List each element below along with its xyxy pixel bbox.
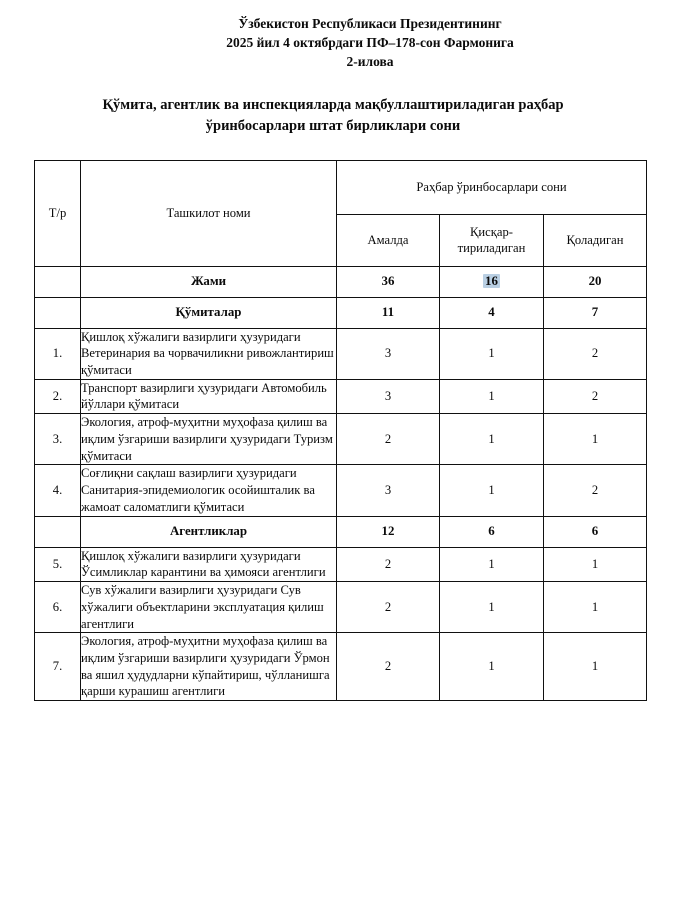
row-index: 6. bbox=[35, 582, 81, 633]
row-actual: 3 bbox=[337, 379, 440, 413]
row-org: Соғлиқни сақлаш вазирлиги ҳузуридаги Санитария-эпидемиологик осойишталик ва жамоат саломатлиги қўмитаси bbox=[81, 465, 337, 516]
column-header-org: Ташкилот номи bbox=[81, 160, 337, 266]
row-remaining: 2 bbox=[544, 379, 647, 413]
row-remaining: 20 bbox=[544, 266, 647, 297]
row-org: Сув хўжалиги вазирлиги ҳузуридаги Сув хўжалиги объектларини эксплуатация қилиш агентлиги bbox=[81, 582, 337, 633]
column-header-group: Раҳбар ўринбосарлари сони bbox=[337, 160, 647, 214]
row-reduced: 1 bbox=[440, 582, 544, 633]
header-line-1: Ўзбекистон Республикаси Президентининг bbox=[238, 16, 502, 31]
row-remaining: 1 bbox=[544, 582, 647, 633]
row-org: Экология, атроф-муҳитни муҳофаза қилиш ва иқлим ўзгариши вазирлиги ҳузуридаги Ўрмон ва яшил ҳудудларни кўпайтириш, чўлланишга қарши курашиш агентлиги bbox=[81, 633, 337, 701]
row-index: 7. bbox=[35, 633, 81, 701]
page-title-line-1: Қўмита, агентлик ва инспекцияларда мақбуллаштириладиган раҳбар bbox=[102, 97, 564, 114]
row-index: 5. bbox=[35, 547, 81, 581]
table-row bbox=[35, 414, 647, 465]
row-remaining: 2 bbox=[544, 328, 647, 379]
row-actual: 2 bbox=[337, 414, 440, 465]
table-row bbox=[35, 297, 647, 328]
table-row bbox=[35, 633, 647, 701]
row-index: 3. bbox=[35, 414, 81, 465]
table-row bbox=[35, 516, 647, 547]
row-org: Қишлоқ хўжалиги вазирлиги ҳузуридаги Ветеринария ва чорвачиликни ривожлантириш қўмитаси bbox=[81, 328, 337, 379]
row-actual: 12 bbox=[337, 516, 440, 547]
row-actual: 3 bbox=[337, 465, 440, 516]
row-remaining: 2 bbox=[544, 465, 647, 516]
table-row bbox=[35, 465, 647, 516]
header-line-2: 2025 йил 4 октябрдаги ПФ–178-сон Фармонига bbox=[226, 35, 514, 51]
row-index: 4. bbox=[35, 465, 81, 516]
document-header bbox=[94, 14, 646, 71]
table-row bbox=[35, 547, 647, 581]
table-row bbox=[35, 379, 647, 413]
row-org: Экология, атроф-муҳитни муҳофаза қилиш ва иқлим ўзгариши вазирлиги ҳузуридаги Туризм қўмитаси bbox=[81, 414, 337, 465]
row-reduced: 1 bbox=[440, 547, 544, 581]
row-reduced: 6 bbox=[440, 516, 544, 547]
row-index bbox=[35, 516, 81, 547]
row-org: Транспорт вазирлиги ҳузуридаги Автомобиль йўллари қўмитаси bbox=[81, 379, 337, 413]
row-index: 2. bbox=[35, 379, 81, 413]
table-row bbox=[35, 266, 647, 297]
page-title-line-2: ўринбосарлари штат бирликлари сони bbox=[205, 118, 461, 135]
row-remaining: 1 bbox=[544, 414, 647, 465]
column-header-reduced-line1: Қисқар- bbox=[470, 224, 513, 239]
row-org: Қўмиталар bbox=[81, 297, 337, 328]
column-header-remaining: Қоладиган bbox=[544, 214, 647, 266]
row-org: Қишлоқ хўжалиги вазирлиги ҳузуридаги Ўсимликлар карантини ва ҳимояси агентлиги bbox=[81, 547, 337, 581]
row-index: 1. bbox=[35, 328, 81, 379]
staff-units-table bbox=[34, 160, 647, 702]
row-reduced: 1 bbox=[440, 465, 544, 516]
row-reduced: 4 bbox=[440, 297, 544, 328]
row-org: Агентликлар bbox=[81, 516, 337, 547]
page-title bbox=[42, 95, 624, 137]
column-header-tp: Т/р bbox=[35, 160, 81, 266]
column-header-reduced bbox=[440, 214, 544, 266]
table-header-row-1 bbox=[35, 160, 647, 214]
row-remaining: 6 bbox=[544, 516, 647, 547]
row-index bbox=[35, 266, 81, 297]
row-remaining: 1 bbox=[544, 547, 647, 581]
table-row bbox=[35, 582, 647, 633]
column-header-reduced-line2: тириладиган bbox=[457, 241, 526, 255]
row-actual: 3 bbox=[337, 328, 440, 379]
row-index bbox=[35, 297, 81, 328]
row-actual: 36 bbox=[337, 266, 440, 297]
header-line-3: 2-илова bbox=[346, 54, 394, 70]
row-remaining: 7 bbox=[544, 297, 647, 328]
table-row bbox=[35, 328, 647, 379]
row-reduced bbox=[440, 266, 544, 297]
row-reduced: 1 bbox=[440, 379, 544, 413]
row-actual: 2 bbox=[337, 582, 440, 633]
row-reduced: 1 bbox=[440, 633, 544, 701]
row-org: Жами bbox=[81, 266, 337, 297]
row-actual: 2 bbox=[337, 633, 440, 701]
highlighted-value: 16 bbox=[485, 274, 498, 288]
row-actual: 2 bbox=[337, 547, 440, 581]
row-reduced: 1 bbox=[440, 414, 544, 465]
column-header-actual: Амалда bbox=[337, 214, 440, 266]
row-reduced: 1 bbox=[440, 328, 544, 379]
row-remaining: 1 bbox=[544, 633, 647, 701]
row-actual: 11 bbox=[337, 297, 440, 328]
